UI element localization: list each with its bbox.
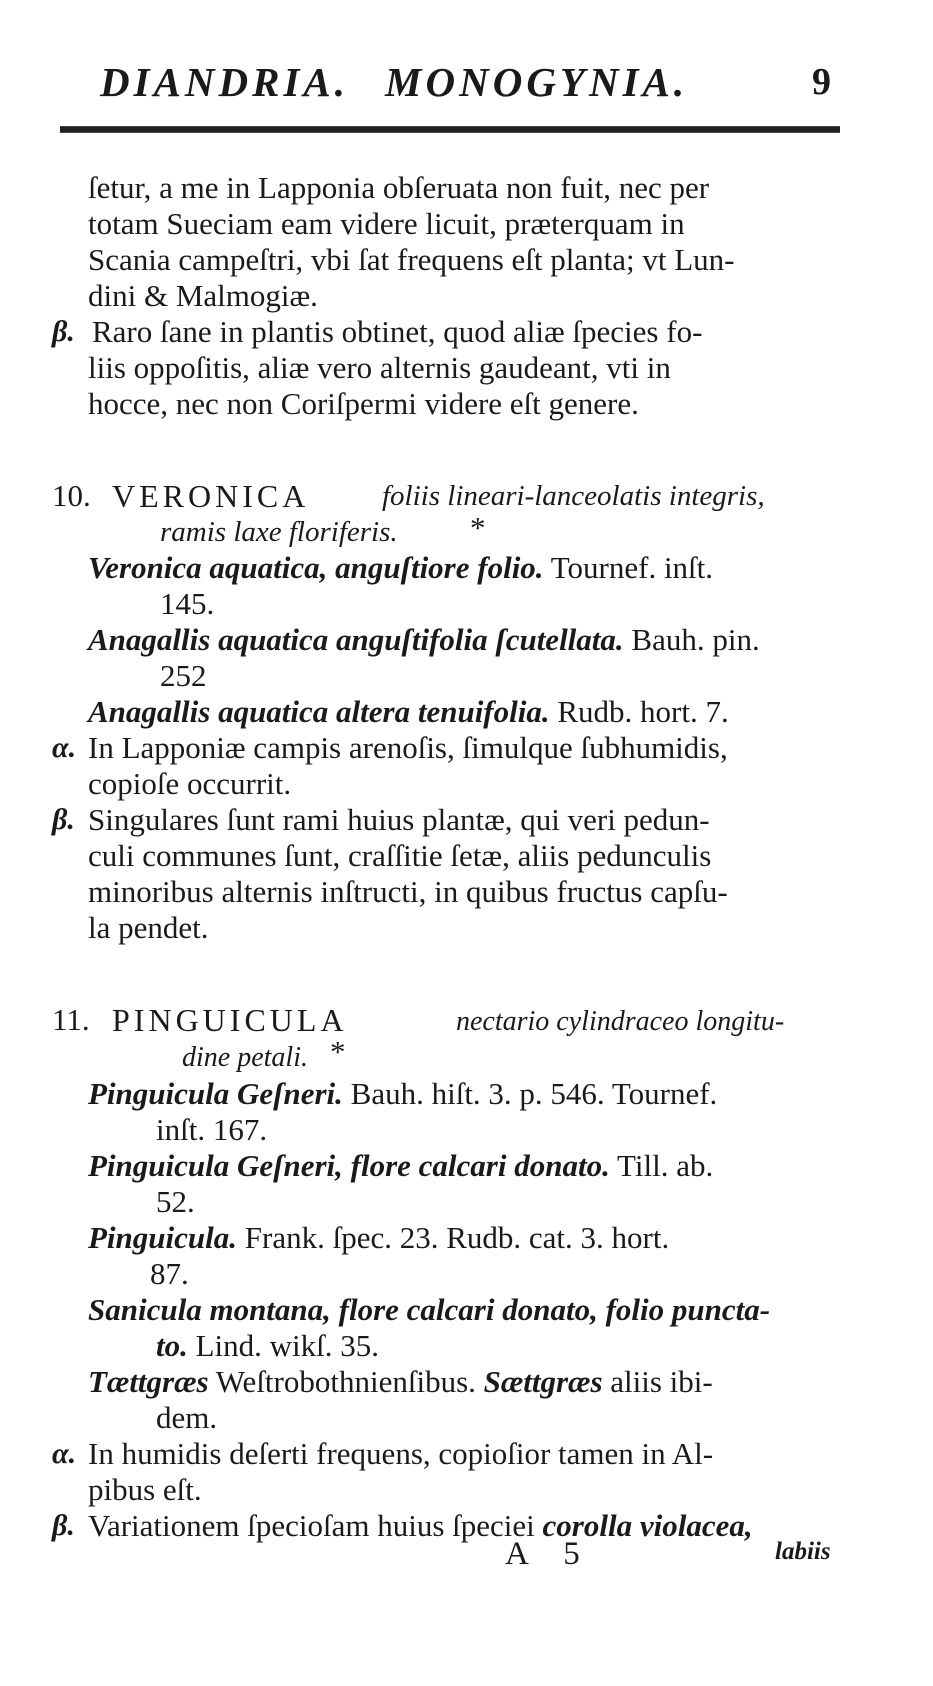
text-line: totam Sueciam eam videre licuit, præterquam in (88, 206, 685, 241)
header-rule (60, 126, 840, 133)
star-mark: * (470, 510, 486, 545)
synonym-continuation: 52. (156, 1184, 195, 1219)
synonym-continuation: 252 (160, 658, 207, 693)
running-head (100, 58, 688, 106)
synonym-line: Pinguicula Geſneri. Bauh. hiſt. 3. p. 546. Tournef. (88, 1076, 718, 1111)
genus-name: VERONICA (112, 478, 310, 514)
variety-marker: β. (52, 803, 75, 836)
variety-marker: β. (52, 1509, 75, 1542)
species-number: 11. (52, 1002, 90, 1037)
text-line: In humidis deſerti frequens, copioſior tamen in Al- (88, 1436, 714, 1471)
text-line: In Lapponiæ campis arenoſis, ſimulque ſubhumidis, (88, 730, 728, 765)
text-line: hocce, nec non Coriſpermi videre eſt genere. (88, 386, 639, 421)
text-line: ſetur, a me in Lapponia obſeruata non fuit, nec per (88, 170, 710, 205)
variety-marker: α. (52, 1437, 77, 1470)
page-number: 9 (812, 61, 831, 103)
variety-marker: β. (52, 315, 75, 348)
running-head-class: DIANDRIA. (100, 59, 350, 105)
text-line: Raro ſane in plantis obtinet, quod aliæ ſpecies fo- (92, 314, 703, 349)
synonym-line: Pinguicula Geſneri, flore calcari donato. Till. ab. (88, 1148, 714, 1183)
synonym-continuation: to. Lind. wikſ. 35. (156, 1328, 380, 1363)
text-line: Singulares ſunt rami huius plantæ, qui veri pedun- (88, 802, 710, 837)
text-line: liis oppoſitis, aliæ vero alternis gaudeant, vti in (88, 350, 671, 385)
vernacular-line: Tættgræs Weſtrobothnienſibus. Sættgræs aliis ibi- (88, 1364, 713, 1399)
specific-diagnosis: nectario cylindraceo longitu- (456, 1006, 785, 1037)
specific-diagnosis: ramis laxe floriferis. (160, 516, 398, 548)
text-line: Variationem ſpecioſam huius ſpeciei corolla violacea, (88, 1508, 753, 1543)
star-mark: * (330, 1034, 346, 1069)
synonym-continuation: 87. (150, 1256, 189, 1291)
text-line: pibus eſt. (88, 1472, 202, 1507)
running-head-order: MONOGYNIA. (385, 59, 689, 105)
genus-name: PINGUICULA (112, 1002, 348, 1038)
specific-diagnosis: dine petali. (182, 1042, 308, 1073)
synonym-continuation: 145. (160, 586, 215, 621)
species-number: 10. (52, 478, 91, 513)
synonym-line: Pinguicula. Frank. ſpec. 23. Rudb. cat. 3. hort. (88, 1220, 670, 1255)
synonym-line: Anagallis aquatica altera tenuifolia. Rudb. hort. 7. (88, 694, 729, 729)
text-line: minoribus alternis inſtructi, in quibus fructus capſu- (88, 874, 728, 909)
text-line: culi communes ſunt, craſſitie ſetæ, aliis pedunculis (88, 838, 712, 873)
synonym-line: Veronica aquatica, anguſtiore folio. Tournef. inſt. (88, 550, 714, 585)
catchword: labiis (775, 1538, 831, 1565)
variety-marker: α. (52, 731, 77, 764)
vernacular-continuation: dem. (156, 1400, 218, 1435)
text-line: la pendet. (88, 910, 209, 945)
synonym-line: Sanicula montana, flore calcari donato, folio puncta- (88, 1292, 771, 1327)
synonym-line: Anagallis aquatica anguſtifolia ſcutellata. Bauh. pin. (88, 622, 760, 657)
text-line: copioſe occurrit. (88, 766, 292, 801)
text-line: dini & Malmogiæ. (88, 278, 318, 313)
signature-mark: A 5 (505, 1536, 594, 1572)
specific-diagnosis: foliis lineari-lanceolatis integris, (382, 480, 765, 512)
synonym-continuation: inſt. 167. (156, 1112, 268, 1147)
text-line: Scania campeſtri, vbi ſat frequens eſt planta; vt Lun- (88, 242, 735, 277)
